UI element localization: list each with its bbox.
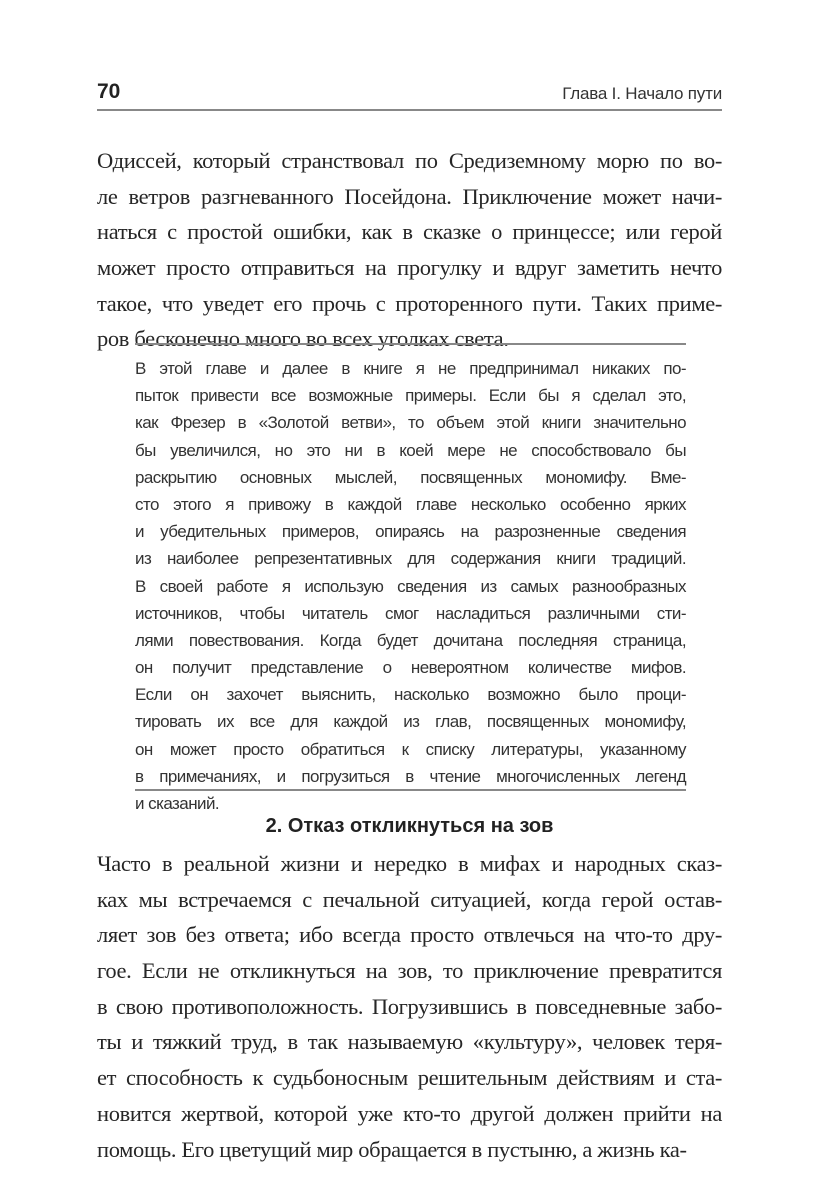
text-line: в свою противоположность. Погрузившись в повседневные забо- [97,993,722,1019]
text-line: источников, чтобы читатель смог насладиться различными сти- [135,603,686,623]
text-line: Одиссей, который странствовал по Средиземному морю по во- [97,148,722,173]
text-line: ты и тяжкий труд, в так называемую «культуру», человек теря- [97,1029,722,1055]
note-box [135,355,686,817]
text-line: помощь. Его цветущий мир обращается в пустыню, а жизнь ка- [97,1136,687,1162]
text-line: Часто в реальной жизни и нередко в мифах и народных сказ- [97,851,722,876]
text-line: и сказаний. [135,794,220,813]
header-rule [97,109,722,111]
text-line: бы увеличился, но это ни в коей мере не способствовало бы [135,440,686,460]
text-line: пыток привести все возможные примеры. Если бы я сделал это, [135,386,686,406]
page-number: 70 [97,80,121,103]
note-top-rule [135,343,686,345]
text-line: как Фрезер в «Золотой ветви», то объем этой книги значительно [135,413,686,433]
text-line: ках мы встречаемся с печальной ситуацией, когда герой остав- [97,886,722,912]
text-line: и убедительных примеров, опираясь на разрозненные сведения [135,522,686,542]
text-line: лями повествования. Когда будет дочитана последняя страница, [135,630,686,650]
text-line: гое. Если не откликнуться на зов, то приключение превратится [97,958,722,984]
note-bottom-rule [135,789,686,791]
text-line: новится жертвой, которой уже кто-то другой должен прийти на [97,1100,722,1126]
text-line: ле ветров разгневанного Посейдона. Приключение может начи- [97,183,722,209]
text-line: может просто отправиться на прогулку и вдруг заметить нечто [97,255,722,281]
running-title: Глава I. Начало пути [562,84,722,103]
text-line: он получит представление о невероятном количестве мифов. [135,658,686,678]
text-line: тировать их все для каждой из глав, посвященных мономифу, [135,712,686,732]
text-line: В этой главе и далее в книге я не предпринимал никаких по- [135,359,686,378]
text-line: в примечаниях, и погрузиться в чтение многочисленных легенд [135,766,686,786]
text-line: сто этого я привожу в каждой главе несколько особенно ярких [135,494,686,514]
text-line: ров бесконечно много во всех уголках света. [97,326,509,352]
text-line: Если он захочет выяснить, насколько возможно было проци- [135,685,686,705]
section-heading: 2. Отказ откликнуться на зов [265,815,554,837]
paragraph-1 [97,143,722,357]
text-line: раскрытию основных мыслей, посвященных мономифу. Вме- [135,467,686,487]
text-line: он может просто обратиться к списку литературы, указанному [135,739,686,759]
text-line: наться с простой ошибки, как в сказке о принцессе; или герой [97,219,722,245]
text-line: ет способность к судьбоносным решительным действиям и ста- [97,1065,722,1091]
text-line: В своей работе я использую сведения из самых разнообразных [135,576,686,596]
text-line: ляет зов без ответа; ибо всегда просто отвлечься на что-то дру- [97,922,722,948]
text-line: такое, что уведет его прочь с проторенного пути. Таких приме- [97,290,722,316]
text-line: из наиболее репрезентативных для содержания книги традиций. [135,549,686,569]
paragraph-2 [97,846,722,1167]
